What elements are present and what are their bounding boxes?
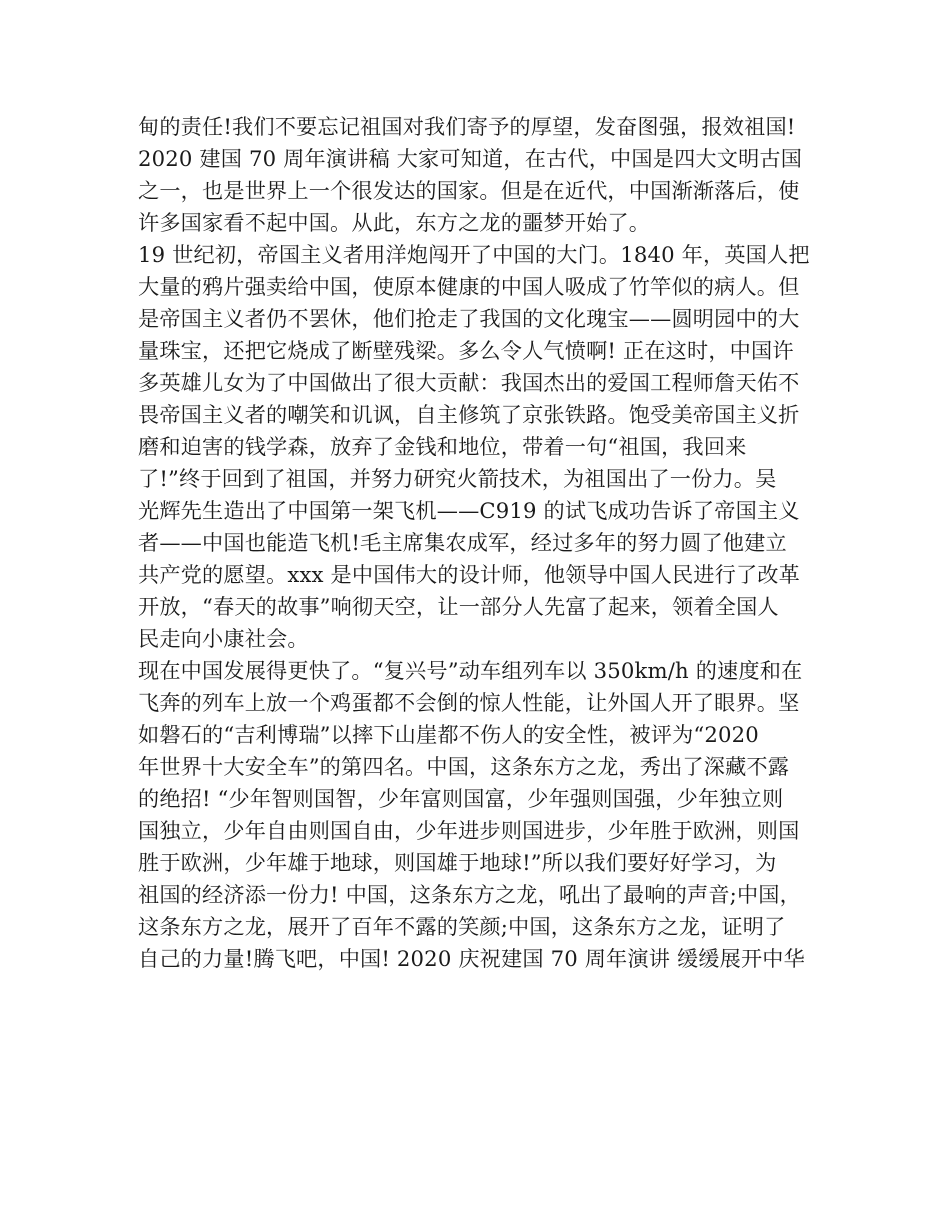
text-line: 多英雄儿女为了中国做出了很大贡献：我国杰出的爱国工程师詹天佑不 xyxy=(138,370,800,395)
text-line: 国独立，少年自由则国自由，少年进步则国进步，少年胜于欧洲，则国 xyxy=(138,818,800,843)
text-line: 现在中国发展得更快了。“复兴号”动车组列车以 350km/h 的速度和在 xyxy=(138,658,803,683)
text-line: 开放，“春天的故事”响彻天空，让一部分人先富了起来，领着全国人 xyxy=(138,594,779,619)
text-line: 许多国家看不起中国。从此，东方之龙的噩梦开始了。 xyxy=(138,210,651,235)
text-line: 是帝国主义者仍不罢休，他们抢走了我国的文化瑰宝——圆明园中的大 xyxy=(138,306,800,331)
text-line: 之一，也是世界上一个很发达的国家。但是在近代，中国渐渐落后，使 xyxy=(138,178,800,203)
text-line: 2020 建国 70 周年演讲稿 大家可知道，在古代，中国是四大文明古国 xyxy=(138,146,803,171)
text-line: 磨和迫害的钱学森，放弃了金钱和地位，带着一句“祖国，我回来 xyxy=(138,434,747,459)
text-line: 者——中国也能造飞机!毛主席集农成军，经过多年的努力圆了他建立 xyxy=(138,530,787,555)
text-line: 飞奔的列车上放一个鸡蛋都不会倒的惊人性能，让外国人开了眼界。坚 xyxy=(138,690,800,715)
text-line: 民走向小康社会。 xyxy=(138,626,309,651)
text-line: 了!”终于回到了祖国，并努力研究火箭技术，为祖国出了一份力。吴 xyxy=(138,466,777,491)
text-line: 甸的责任!我们不要忘记祖国对我们寄予的厚望，发奋图强，报效祖国! xyxy=(138,114,796,139)
text-line: 共产党的愿望。xxx 是中国伟大的设计师，他领导中国人民进行了改革 xyxy=(138,562,800,587)
body-text xyxy=(138,111,828,975)
text-line: 的绝招! “少年智则国智，少年富则国富，少年强则国强，少年独立则 xyxy=(138,786,784,811)
text-line: 祖国的经济添一份力! 中国，这条东方之龙，吼出了最响的声音;中国， xyxy=(138,882,801,907)
text-line: 量珠宝，还把它烧成了断壁残梁。多么令人气愤啊! 正在这时，中国许 xyxy=(138,338,794,363)
text-line: 如磐石的“吉利博瑞”以摔下山崖都不伤人的安全性，被评为“2020 xyxy=(138,722,759,747)
text-line: 大量的鸦片强卖给中国，使原本健康的中国人吸成了竹竿似的病人。但 xyxy=(138,274,800,299)
text-line: 畏帝国主义者的嘲笑和讥讽，自主修筑了京张铁路。饱受美帝国主义折 xyxy=(138,402,800,427)
text-line: 光辉先生造出了中国第一架飞机——C919 的试飞成功告诉了帝国主义 xyxy=(138,498,800,523)
text-line: 这条东方之龙，展开了百年不露的笑颜;中国，这条东方之龙，证明了 xyxy=(138,914,786,939)
text-line: 自己的力量!腾飞吧，中国! 2020 庆祝建国 70 周年演讲 缓缓展开中华 xyxy=(138,946,805,971)
text-line: 年世界十大安全车”的第四名。中国，这条东方之龙，秀出了深藏不露 xyxy=(138,754,790,779)
text-line: 19 世纪初，帝国主义者用洋炮闯开了中国的大门。1840 年，英国人把 xyxy=(138,242,810,267)
text-line: 胜于欧洲，少年雄于地球，则国雄于地球!”所以我们要好好学习，为 xyxy=(138,850,777,875)
